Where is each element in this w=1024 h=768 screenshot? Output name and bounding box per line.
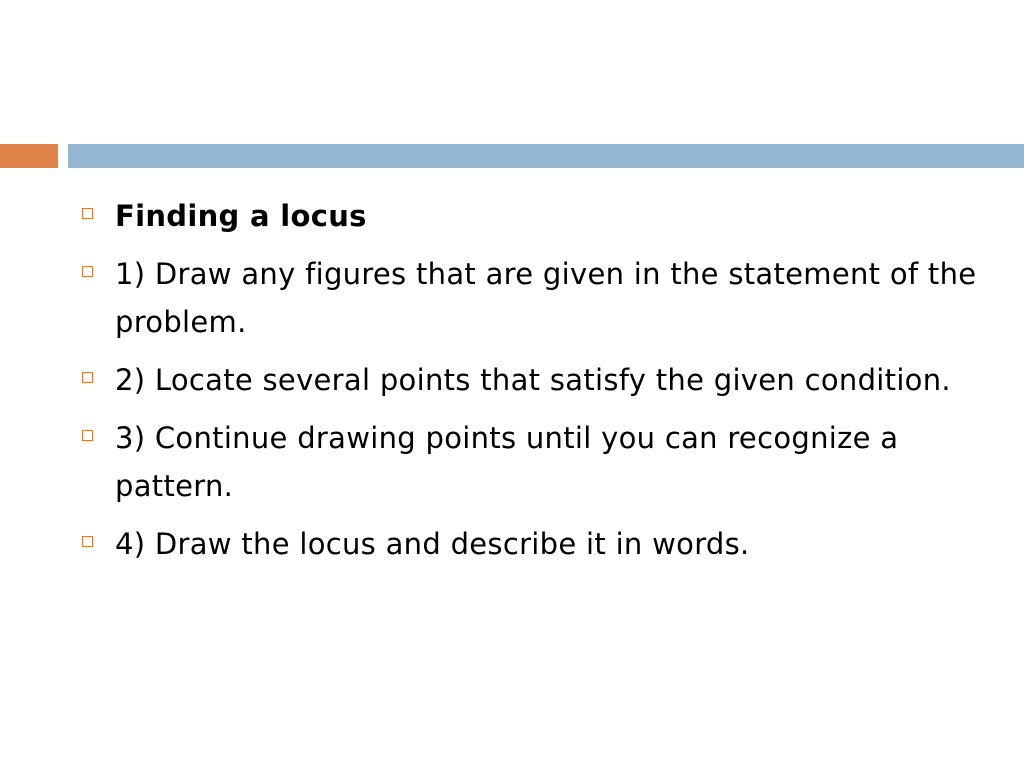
square-bullet-icon — [82, 372, 93, 383]
bullet-text: Finding a locus — [115, 199, 367, 233]
bullet-item-step-1 — [82, 250, 982, 346]
bullet-item-step-4 — [82, 520, 982, 568]
square-bullet-icon — [82, 266, 93, 277]
square-bullet-icon — [82, 536, 93, 547]
bullet-item-step-2 — [82, 356, 982, 404]
bullet-text: 1) Draw any figures that are given in the statement of the problem. — [115, 257, 977, 339]
bullet-text: 4) Draw the locus and describe it in words. — [115, 527, 750, 561]
bullet-text: 3) Continue drawing points until you can recognize a pattern. — [115, 421, 899, 503]
bullet-item-step-3 — [82, 414, 982, 510]
accent-bar-orange — [0, 144, 58, 168]
accent-bar-blue — [68, 144, 1024, 168]
bullet-item-heading — [82, 192, 982, 240]
square-bullet-icon — [82, 430, 93, 441]
bullet-list — [82, 192, 982, 578]
bullet-text: 2) Locate several points that satisfy the given condition. — [115, 363, 951, 397]
square-bullet-icon — [82, 208, 93, 219]
